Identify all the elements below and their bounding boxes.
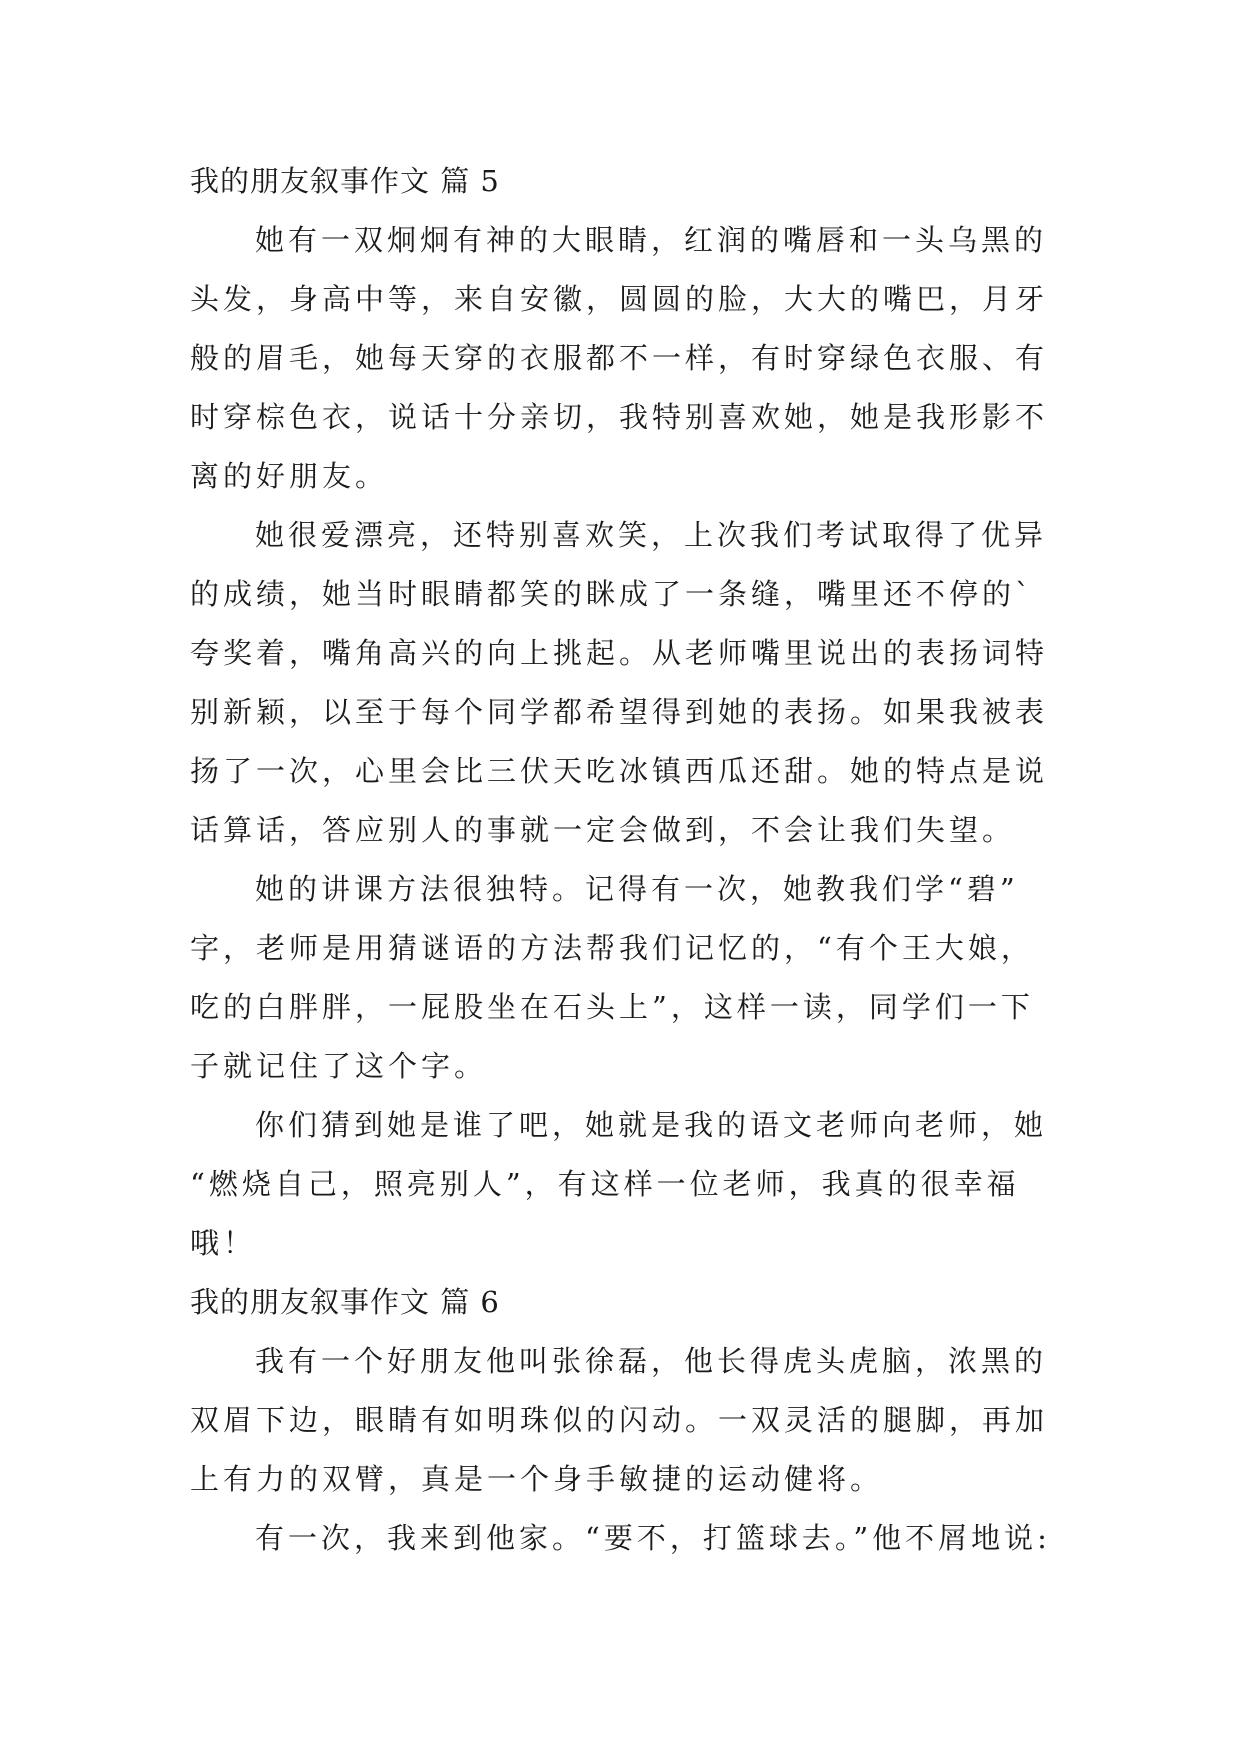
- paragraph: [190, 1332, 1050, 1509]
- text-line: 哦！: [190, 1226, 257, 1260]
- text-line: 字，老师是用猜谜语的方法帮我们记忆的，“有个王大娘，: [190, 931, 1034, 965]
- text-line: 别新颖，以至于每个同学都希望得到她的表扬。如果我被表: [190, 695, 1049, 729]
- paragraph: [190, 506, 1050, 860]
- text-line: 她有一双炯炯有神的大眼睛，红润的嘴唇和一头乌黑的: [255, 223, 1048, 257]
- text-line: 扬了一次，心里会比三伏天吃冰镇西瓜还甜。她的特点是说: [190, 754, 1049, 788]
- text-line: 上有力的双臂，真是一个身手敏捷的运动健将。: [190, 1462, 884, 1496]
- paragraph: [190, 860, 1050, 1096]
- paragraph: [190, 1509, 1050, 1568]
- text-line: 头发，身高中等，来自安徽，圆圆的脸，大大的嘴巴，月牙: [190, 282, 1049, 316]
- text-line: “燃烧自己，照亮别人”，有这样一位老师，我真的很幸福: [190, 1167, 1020, 1201]
- text-line: 她很爱漂亮，还特别喜欢笑，上次我们考试取得了优异: [255, 518, 1048, 552]
- text-line: 夸奖着，嘴角高兴的向上挑起。从老师嘴里说出的表扬词特: [190, 636, 1049, 670]
- text-line: 子就记住了这个字。: [190, 1049, 488, 1083]
- text-line: 我有一个好朋友他叫张徐磊，他长得虎头虎脑，浓黑的: [255, 1344, 1048, 1378]
- section-heading: 我的朋友叙事作文 篇 5: [190, 164, 500, 198]
- paragraph: [190, 211, 1050, 506]
- text-line: 般的眉毛，她每天穿的衣服都不一样，有时穿绿色衣服、有: [190, 341, 1049, 375]
- section-heading: 我的朋友叙事作文 篇 6: [190, 1285, 500, 1319]
- text-line: 你们猜到她是谁了吧，她就是我的语文老师向老师，她: [255, 1108, 1048, 1142]
- text-line: 话算话，答应别人的事就一定会做到，不会让我们失望。: [190, 813, 1016, 847]
- text-line: 的成绩，她当时眼睛都笑的眯成了一条缝，嘴里还不停的`: [190, 577, 1034, 611]
- text-line: 有一次，我来到他家。“要不，打篮球去。”他不屑地说:: [255, 1521, 1051, 1555]
- paragraph: [190, 1096, 1050, 1273]
- text-line: 离的好朋友。: [190, 459, 389, 493]
- document-body: [190, 152, 1050, 1568]
- text-line: 她的讲课方法很独特。记得有一次，她教我们学“碧”: [255, 872, 1019, 906]
- text-line: 时穿棕色衣，说话十分亲切，我特别喜欢她，她是我形影不: [190, 400, 1049, 434]
- text-line: 双眉下边，眼睛有如明珠似的闪动。一双灵活的腿脚，再加: [190, 1403, 1049, 1437]
- text-line: 吃的白胖胖，一屁股坐在石头上”，这样一读，同学们一下: [190, 990, 1034, 1024]
